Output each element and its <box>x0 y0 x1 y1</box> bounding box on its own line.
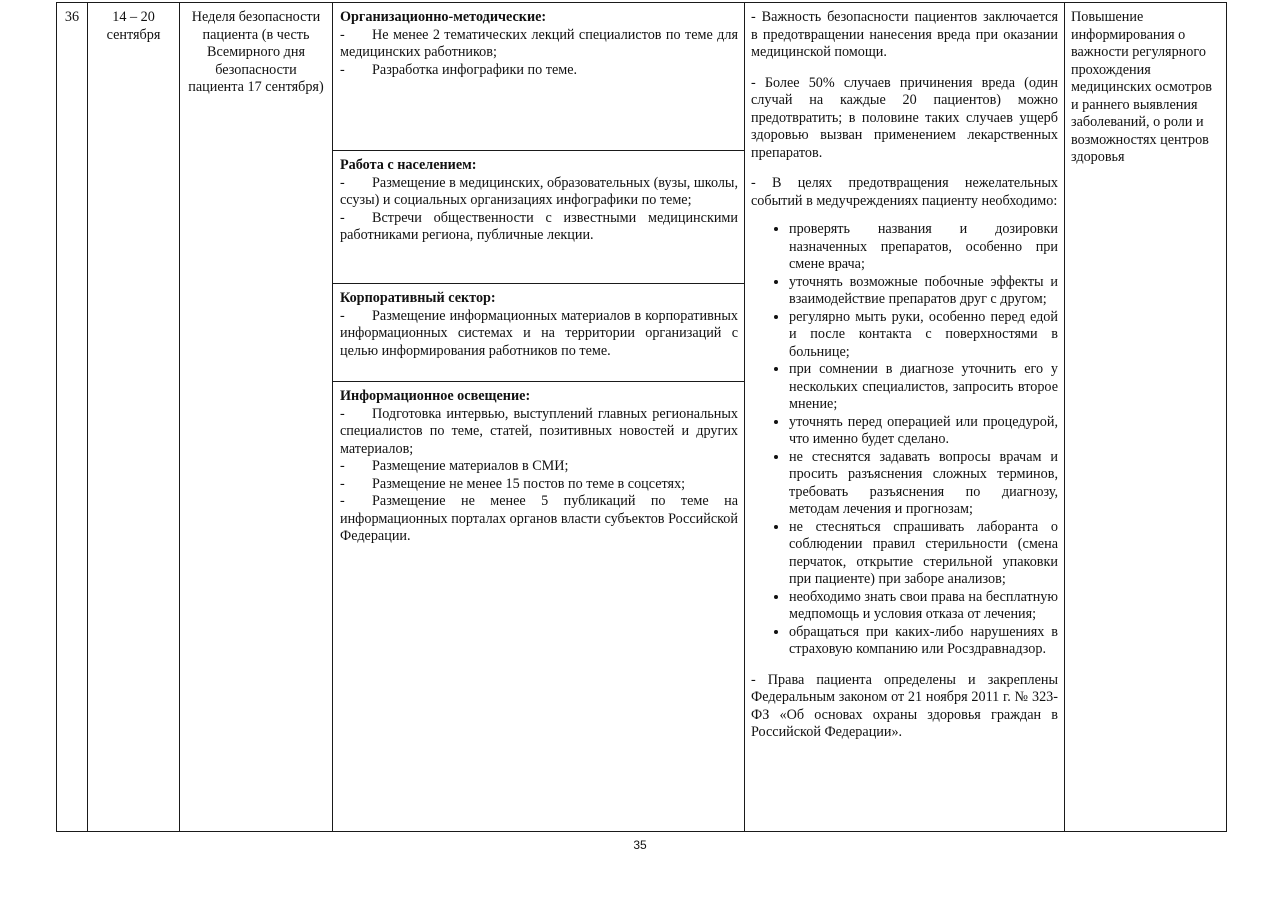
activity-block <box>333 382 744 550</box>
recommendation-list <box>751 221 1058 659</box>
activity-item: - Размещение не менее 5 публикаций по теме на информационных порталах органов власти субъектов Российской Федерации. <box>340 493 738 544</box>
expected-result-cell <box>1065 3 1227 832</box>
list-item: • при сомнении в диагнозе уточнить его у нескольких специалистов, запросить второе мнение; <box>789 361 1058 414</box>
list-item: • не стеснятся задавать вопросы врачам и просить разъяснения сложных терминов, требовать разъяснения по диагнозу, методам лечения и прогнозам; <box>789 449 1058 519</box>
page-number: 35 <box>633 838 647 852</box>
activity-item: - Разработка инфографики по теме. <box>340 61 578 78</box>
list-item: • уточнять возможные побочные эффекты и взаимодействие препаратов друг с другом; <box>789 274 1058 309</box>
date-cell <box>88 3 180 832</box>
event-name: Неделя безопасности пациента (в честь Всемирного дня безопасности пациента 17 сентября) <box>188 9 324 95</box>
activity-block <box>333 151 744 284</box>
event-cell <box>180 3 333 832</box>
activity-item: - Встречи общественности с известными медицинскими работниками региона, публичные лекции. <box>340 209 738 243</box>
activity-item: - Подготовка интервью, выступлений главных региональных специалистов по теме, статей, позитивных новостей и других материалов; <box>340 405 738 457</box>
activity-title: Корпоративный сектор: <box>340 290 496 306</box>
message-paragraph: - В целях предотвращения нежелательных событий в медучреждениях пациенту необходимо: <box>751 175 1058 209</box>
activity-item: - Размещение материалов в СМИ; <box>340 458 569 474</box>
activity-item: - Размещение информационных материалов в корпоративных информационных системах и на территории организаций с целью информирования работников по теме. <box>340 307 738 359</box>
table-row <box>57 3 1227 832</box>
list-item: • обращаться при каких-либо нарушениях в страховую компанию или Росздравнадзор. <box>789 624 1058 659</box>
activity-block <box>333 284 744 382</box>
message-paragraph: - Важность безопасности пациентов заключается в предотвращении нанесения вреда при оказании медицинской помощи. <box>751 9 1058 60</box>
activities-cell <box>333 3 745 832</box>
list-item: • необходимо знать свои права на бесплатную медпомощь и условия отказа от лечения; <box>789 589 1058 624</box>
list-item: • регулярно мыть руки, особенно перед едой и после контакта с поверхностями в больнице; <box>789 309 1058 362</box>
activity-title: Организационно-методические: <box>340 9 547 25</box>
activity-item: - Размещение в медицинских, образовательных (вузы, школы, ссузы) и социальных организациях инфографики по теме; <box>340 174 739 208</box>
list-item: • уточнять перед операцией или процедурой, что именно будет сделано. <box>789 414 1058 449</box>
list-item: • не стесняться спрашивать лаборанта о соблюдении правил стерильности (смена перчаток, открытие стерильной упаковки при пациенте) при заборе анализов; <box>789 519 1058 589</box>
activity-item: - Размещение не менее 15 постов по теме в соцсетях; <box>340 475 686 492</box>
event-date: 14 – 20 сентября <box>106 9 161 43</box>
row-number: 36 <box>64 9 80 25</box>
activity-item: - Не менее 2 тематических лекций специалистов по теме для медицинских работников; <box>340 26 738 60</box>
row-number-cell <box>57 3 88 832</box>
message-paragraph: - Более 50% случаев причинения вреда (один случай на каждые 20 пациентов) можно предотвратить; в половине таких случаев ущерб здоровью вызван применением лекарственных препаратов. <box>751 74 1058 161</box>
activity-title: Информационное освещение: <box>340 388 531 404</box>
plan-table <box>56 2 1227 832</box>
activity-block <box>333 3 744 151</box>
list-item: • проверять названия и дозировки назначенных препаратов, особенно при смене врача; <box>789 221 1058 274</box>
key-messages-cell <box>745 3 1065 832</box>
expected-result: Повышение информирования о важности регулярного прохождения медицинских осмотров и раннего выявления заболеваний, о роли и возможностях центров здоровья <box>1071 9 1212 165</box>
activity-title: Работа с населением: <box>340 157 477 173</box>
message-paragraph: - Права пациента определены и закреплены Федеральным законом от 21 ноября 2011 г. № 323-ФЗ «Об основах охраны здоровья граждан в Российской Федерации». <box>751 671 1058 740</box>
